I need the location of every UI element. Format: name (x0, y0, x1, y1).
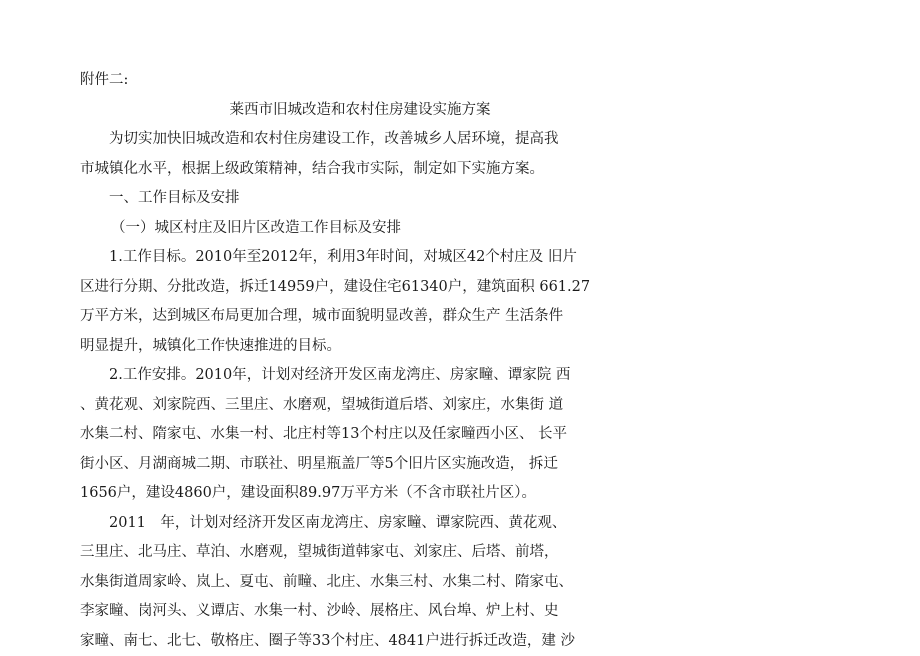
paragraph-line: 万平方米，达到城区布局更加合理，城市面貌明显改善，群众生产 生活条件 (80, 302, 580, 332)
paragraph-line: 2011 年，计划对经济开发区南龙湾庄、房家疃、谭家院西、黄花观、 (80, 509, 580, 539)
paragraph-line: 1.工作目标。2010年至2012年，利用3年时间，对城区42个村庄及 旧片 (80, 243, 580, 273)
paragraph-line: 区进行分期、分批改造，拆迁14959户，建设住宅61340户，建筑面积 661.27 (80, 273, 580, 303)
paragraph-line: 1656户，建设4860户，建设面积89.97万平方米（不含市联社片区）。 (80, 479, 580, 509)
document-body (80, 66, 580, 656)
document-title: 莱西市旧城改造和农村住房建设实施方案 (80, 96, 580, 126)
paragraph-line: 水集街道周家岭、岚上、夏屯、前疃、北庄、水集三村、水集二村、隋家屯、 (80, 568, 580, 598)
paragraph-line: 2.工作安排。2010年，计划对经济开发区南龙湾庄、房家疃、谭家院 西 (80, 361, 580, 391)
paragraph-line: 街小区、月湖商城二期、市联社、明星瓶盖厂等5个旧片区实施改造， 拆迁 (80, 450, 580, 480)
paragraph-line: 三里庄、北马庄、草泊、水磨观，望城街道韩家屯、刘家庄、后塔、前塔， (80, 538, 580, 568)
attachment-label: 附件二: (80, 66, 580, 96)
subsection-heading: （一）城区村庄及旧片区改造工作目标及安排 (80, 214, 580, 244)
paragraph-line: 、黄花观、刘家院西、三里庄、水磨观，望城街道后塔、刘家庄，水集街 道 (80, 391, 580, 421)
paragraph-line: 家疃、南七、北七、敬格庄、圈子等33个村庄、4841户进行拆迁改造，建 沙 (80, 627, 580, 656)
paragraph-line: 李家疃、岗河头、义谭店、水集一村、沙岭、展格庄、风台埠、炉上村、史 (80, 597, 580, 627)
paragraph-line: 市城镇化水平，根据上级政策精神，结合我市实际，制定如下实施方案。 (80, 155, 580, 185)
section-heading: 一、工作目标及安排 (80, 184, 580, 214)
paragraph-line: 水集二村、隋家屯、水集一村、北庄村等13个村庄以及任家疃西小区、 长平 (80, 420, 580, 450)
paragraph-line: 为切实加快旧城改造和农村住房建设工作，改善城乡人居环境，提高我 (80, 125, 580, 155)
paragraph-line: 明显提升，城镇化工作快速推进的目标。 (80, 332, 580, 362)
